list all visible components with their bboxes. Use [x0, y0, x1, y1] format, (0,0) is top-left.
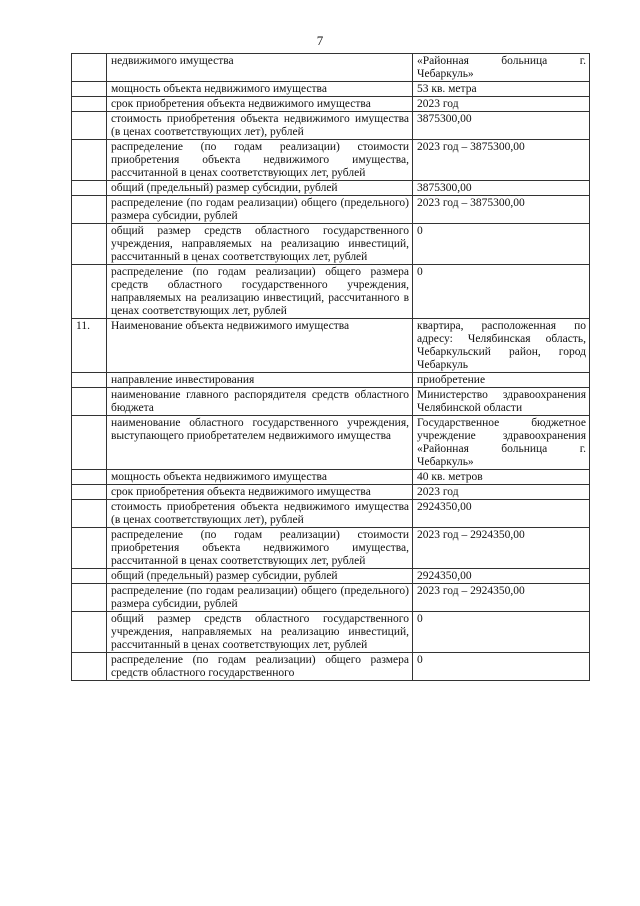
row-value-cell: 2023 год: [413, 97, 590, 112]
row-label-cell: распределение (по годам реализации) стоимости приобретения объекта недвижимого имущества, рассчитанной в ценах соответствующих лет, рублей: [107, 528, 413, 569]
row-number-cell: [72, 416, 107, 470]
row-label-cell: стоимость приобретения объекта недвижимого имущества (в ценах соответствующих лет), рублей: [107, 500, 413, 528]
row-label-cell: общий (предельный) размер субсидии, рублей: [107, 181, 413, 196]
row-number-cell: [72, 653, 107, 681]
row-value-cell: 0: [413, 224, 590, 265]
row-label-cell: общий размер средств областного государственного учреждения, направляемых на реализацию инвестиций, рассчитанный в ценах соответствующих лет, рублей: [107, 612, 413, 653]
table-row: [72, 319, 590, 373]
row-label-cell: распределение (по годам реализации) общего размера средств областного государственного: [107, 653, 413, 681]
row-number-cell: [72, 82, 107, 97]
table-row: [72, 196, 590, 224]
table-row: [72, 97, 590, 112]
row-value-cell: 3875300,00: [413, 112, 590, 140]
row-number-cell: [72, 181, 107, 196]
table-row: [72, 265, 590, 319]
table-row: [72, 54, 590, 82]
table-body: [72, 54, 590, 681]
row-label-cell: мощность объекта недвижимого имущества: [107, 82, 413, 97]
row-number-cell: [72, 97, 107, 112]
table-row: [72, 388, 590, 416]
row-value-cell: 2023 год: [413, 485, 590, 500]
row-value-cell: 2023 год – 3875300,00: [413, 196, 590, 224]
investment-table: [71, 53, 590, 681]
row-value-cell: 0: [413, 612, 590, 653]
row-value-cell: Министерство здравоохранения Челябинской области: [413, 388, 590, 416]
row-value-cell: Государственное бюджетное учреждение здравоохранения «Районная больница г. Чебаркуль»: [413, 416, 590, 470]
table-row: [72, 416, 590, 470]
row-number-cell: [72, 388, 107, 416]
table-row: [72, 653, 590, 681]
row-value-cell: 40 кв. метров: [413, 470, 590, 485]
table-row: [72, 569, 590, 584]
row-value-cell: 0: [413, 265, 590, 319]
row-number-cell: [72, 196, 107, 224]
row-value-cell: 53 кв. метра: [413, 82, 590, 97]
row-number-cell: [72, 140, 107, 181]
row-label-cell: общий размер средств областного государственного учреждения, направляемых на реализацию инвестиций, рассчитанный в ценах соответствующих лет, рублей: [107, 224, 413, 265]
row-label-cell: Наименование объекта недвижимого имущества: [107, 319, 413, 373]
row-label-cell: стоимость приобретения объекта недвижимого имущества (в ценах соответствующих лет), рублей: [107, 112, 413, 140]
row-value-cell: 2023 год – 3875300,00: [413, 140, 590, 181]
row-label-cell: распределение (по годам реализации) общего (предельного) размера субсидии, рублей: [107, 196, 413, 224]
row-value-cell: 2924350,00: [413, 500, 590, 528]
row-label-cell: наименование главного распорядителя средств областного бюджета: [107, 388, 413, 416]
row-number-cell: [72, 224, 107, 265]
row-number-cell: [72, 54, 107, 82]
table-row: [72, 500, 590, 528]
table-row: [72, 528, 590, 569]
row-number-cell: [72, 485, 107, 500]
row-label-cell: срок приобретения объекта недвижимого имущества: [107, 485, 413, 500]
row-number-cell: [72, 528, 107, 569]
row-value-cell: 3875300,00: [413, 181, 590, 196]
row-label-cell: недвижимого имущества: [107, 54, 413, 82]
row-label-cell: распределение (по годам реализации) общего размера средств областного государственного учреждения, направляемых на реализацию инвестиций, рассчитанного в ценах соответствующих лет, рублей: [107, 265, 413, 319]
table-row: [72, 140, 590, 181]
row-value-cell: квартира, расположенная по адресу: Челябинская область, Чебаркульский район, город Чебаркуль: [413, 319, 590, 373]
row-number-cell: [72, 112, 107, 140]
table-row: [72, 612, 590, 653]
page-number: 7: [316, 33, 324, 48]
row-value-cell: 0: [413, 653, 590, 681]
row-number-cell: [72, 569, 107, 584]
table-row: [72, 82, 590, 97]
row-label-cell: срок приобретения объекта недвижимого имущества: [107, 97, 413, 112]
row-number-cell: [72, 584, 107, 612]
row-value-cell: 2023 год – 2924350,00: [413, 528, 590, 569]
row-number-cell: [72, 612, 107, 653]
row-label-cell: мощность объекта недвижимого имущества: [107, 470, 413, 485]
row-label-cell: общий (предельный) размер субсидии, рублей: [107, 569, 413, 584]
table-row: [72, 373, 590, 388]
row-number-cell: [72, 470, 107, 485]
row-number-cell: [72, 265, 107, 319]
row-number-cell: 11.: [72, 319, 107, 373]
row-label-cell: распределение (по годам реализации) общего (предельного) размера субсидии, рублей: [107, 584, 413, 612]
row-number-cell: [72, 373, 107, 388]
table-row: [72, 112, 590, 140]
table-row: [72, 485, 590, 500]
row-label-cell: распределение (по годам реализации) стоимости приобретения объекта недвижимого имущества, рассчитанной в ценах соответствующих лет, рублей: [107, 140, 413, 181]
row-value-cell: «Районная больница г. Чебаркуль»: [413, 54, 590, 82]
table-row: [72, 470, 590, 485]
row-value-cell: 2924350,00: [413, 569, 590, 584]
row-value-cell: 2023 год – 2924350,00: [413, 584, 590, 612]
row-number-cell: [72, 500, 107, 528]
table-row: [72, 181, 590, 196]
row-label-cell: направление инвестирования: [107, 373, 413, 388]
table-row: [72, 584, 590, 612]
row-value-cell: приобретение: [413, 373, 590, 388]
row-label-cell: наименование областного государственного учреждения, выступающего приобретателем недвижимого имущества: [107, 416, 413, 470]
table-row: [72, 224, 590, 265]
